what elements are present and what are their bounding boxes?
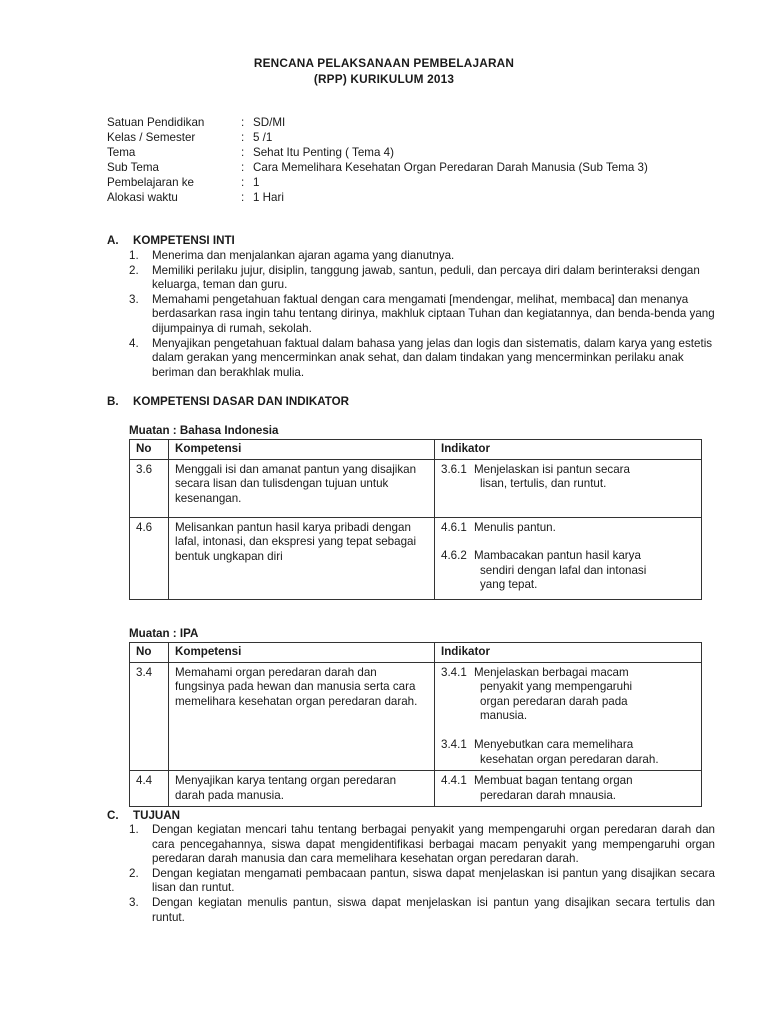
list-item [129, 337, 719, 381]
list-item [129, 293, 719, 337]
list-item [129, 867, 715, 896]
item-text: Dengan kegiatan mengamati pembacaan pantun, siswa dapat menjelaskan isi pantun yang disajikan secara lisan dan runtut. [152, 866, 715, 895]
identity-colon: : [241, 161, 245, 174]
indicator-item [441, 521, 695, 536]
indicator-line: peredaran darah mnausia. [480, 788, 616, 802]
indicator-line: yang tepat. [480, 578, 538, 592]
item-number: 2. [129, 866, 139, 880]
table-row [130, 459, 702, 517]
indicator-line: Menyebutkan cara memelihara [474, 737, 634, 751]
column-header-kompetensi: Kompetensi [169, 440, 435, 460]
list-item [129, 823, 715, 867]
identity-row [107, 175, 717, 190]
indicator-line: Menulis pantun. [474, 520, 556, 534]
muatan-ipa-label: Muatan : IPA [129, 627, 199, 640]
identity-label: Alokasi waktu [107, 191, 178, 204]
item-number: 2. [129, 263, 139, 277]
column-header-no: No [130, 643, 169, 663]
item-number: 3. [129, 895, 139, 909]
cell-no: 3.6 [130, 459, 169, 517]
indicator-line: Menjelaskan berbagai macam [474, 665, 629, 679]
identity-label: Tema [107, 146, 136, 159]
indicator-line: manusia. [480, 709, 528, 723]
cell-indikator [435, 459, 702, 517]
indicator-line: lisan, tertulis, dan runtut. [480, 477, 607, 491]
section-letter: B. [107, 395, 119, 408]
indicator-item [441, 774, 695, 803]
identity-value: 1 [253, 176, 260, 189]
kompetensi-inti-list [129, 249, 719, 380]
indicator-code: 4.4.1 [441, 774, 467, 788]
item-number: 1. [129, 823, 139, 836]
cell-kompetensi: Menggali isi dan amanat pantun yang disajikan secara lisan dan tulisdengan tujuan untuk kesenangan. [169, 459, 435, 517]
column-header-no: No [130, 440, 169, 460]
section-b-heading [107, 395, 349, 408]
document-subtitle: (RPP) KURIKULUM 2013 [313, 72, 455, 86]
section-a-heading [107, 234, 235, 247]
tujuan-list [129, 823, 715, 925]
table-header-row [130, 643, 702, 663]
item-text: Dengan kegiatan menulis pantun, siswa dapat menjelaskan isi pantun yang disajikan secara tertulis dan runtut. [152, 895, 715, 924]
cell-kompetensi: Menyajikan karya tentang organ peredaran darah pada manusia. [169, 771, 435, 807]
identity-colon: : [241, 131, 245, 144]
indicator-line: sendiri dengan lafal dan intonasi [480, 563, 647, 577]
cell-no: 3.4 [130, 662, 169, 771]
table-row [130, 517, 702, 599]
identity-label: Sub Tema [107, 161, 159, 174]
cell-kompetensi: Melisankan pantun hasil karya pribadi dengan lafal, intonasi, dan ekspresi yang tepat sebagai bentuk ungkapan diri [169, 517, 435, 599]
identity-row [107, 160, 717, 175]
section-title: KOMPETENSI INTI [133, 234, 235, 247]
identity-value: 1 Hari [253, 191, 284, 204]
indicator-item [441, 463, 695, 492]
identity-label: Pembelajaran ke [107, 176, 195, 189]
cell-no: 4.4 [130, 771, 169, 807]
column-header-indikator: Indikator [435, 643, 702, 663]
table-header-row [130, 440, 702, 460]
indicator-line: kesehatan organ peredaran darah. [480, 752, 659, 766]
item-text: Memahami pengetahuan faktual dengan cara mengamati [mendengar, melihat, membaca] dan menanya berdasarkan rasa ingin tahu tentang dirinya, makhluk ciptaan Tuhan dan kegiatannya, dan benda-benda yang dijumpainya di rumah, sekolah. [152, 292, 715, 335]
table-row [130, 662, 702, 771]
identity-value: 5 /1 [253, 131, 273, 144]
identity-row [107, 145, 717, 160]
list-item [129, 264, 719, 293]
indicator-code: 3.6.1 [441, 462, 467, 476]
indicator-item [441, 666, 695, 724]
item-text: Menyajikan pengetahuan faktual dalam bahasa yang jelas dan logis dan sistematis, dalam karya yang estetis dalam gerakan yang mencerminkan anak sehat, dan dalam tindakan yang mencerminkan perilaku anak beriman dan berakhlak mulia. [152, 336, 713, 379]
indicator-line: organ peredaran darah pada [480, 694, 628, 708]
table-bahasa-indonesia [129, 439, 702, 600]
identity-block [107, 115, 717, 205]
item-number: 3. [129, 292, 139, 306]
list-item [129, 896, 715, 925]
section-letter: A. [107, 234, 119, 247]
identity-label: Kelas / Semester [107, 131, 196, 144]
identity-colon: : [241, 146, 245, 159]
identity-row [107, 190, 717, 205]
table-ipa [129, 642, 702, 807]
identity-colon: : [241, 176, 245, 189]
cell-indikator [435, 771, 702, 807]
cell-kompetensi: Memahami organ peredaran darah dan fungsinya pada hewan dan manusia serta cara memelihara kesehatan organ peredaran darah. [169, 662, 435, 771]
identity-row [107, 130, 717, 145]
indicator-code: 3.4.1 [441, 737, 467, 751]
muatan-bahasa-label: Muatan : Bahasa Indonesia [129, 424, 279, 437]
indicator-line: Mambacakan pantun hasil karya [474, 549, 641, 563]
indicator-line: Membuat bagan tentang organ [474, 774, 633, 788]
section-c-heading [107, 809, 180, 822]
document-title: RENCANA PELAKSANAAN PEMBELAJARAN [253, 56, 515, 70]
indicator-item [441, 549, 695, 593]
identity-value: Cara Memelihara Kesehatan Organ Peredaran Darah Manusia (Sub Tema 3) [253, 161, 648, 174]
section-title: KOMPETENSI DASAR DAN INDIKATOR [133, 395, 349, 408]
identity-value: Sehat Itu Penting ( Tema 4) [253, 146, 394, 159]
indicator-code: 4.6.1 [441, 520, 467, 534]
indicator-code: 3.4.1 [441, 665, 467, 679]
list-item [129, 249, 719, 264]
section-title: TUJUAN [133, 809, 181, 822]
column-header-kompetensi: Kompetensi [169, 643, 435, 663]
identity-row [107, 115, 717, 130]
table-row [130, 771, 702, 807]
cell-indikator [435, 517, 702, 599]
indicator-item [441, 738, 695, 767]
identity-label: Satuan Pendidikan [107, 116, 205, 129]
indicator-code: 4.6.2 [441, 549, 467, 563]
item-text: Menerima dan menjalankan ajaran agama yang dianutnya. [152, 249, 455, 262]
item-text: Memiliki perilaku jujur, disiplin, tanggung jawab, santun, peduli, dan percaya diri dalam berinteraksi dengan keluarga, teman dan guru. [152, 263, 700, 292]
indicator-line: Menjelaskan isi pantun secara [474, 462, 630, 476]
cell-indikator [435, 662, 702, 771]
section-letter: C. [107, 809, 119, 822]
cell-no: 4.6 [130, 517, 169, 599]
identity-value: SD/MI [253, 116, 286, 129]
item-text: Dengan kegiatan mencari tahu tentang berbagai penyakit yang mempengaruhi organ peredaran darah dan cara pencegahannya, siswa dapat mengidentifikasi berbagai macam penyakit yang mempengaruhi organ peredaran darah manusia dan cara memelihara kesehatan organ peredaran darah. [152, 823, 715, 866]
item-number: 1. [129, 249, 139, 262]
indicator-line: penyakit yang mempengaruhi [480, 680, 633, 694]
column-header-indikator: Indikator [435, 440, 702, 460]
item-number: 4. [129, 336, 139, 350]
identity-colon: : [241, 116, 245, 129]
identity-colon: : [241, 191, 245, 204]
